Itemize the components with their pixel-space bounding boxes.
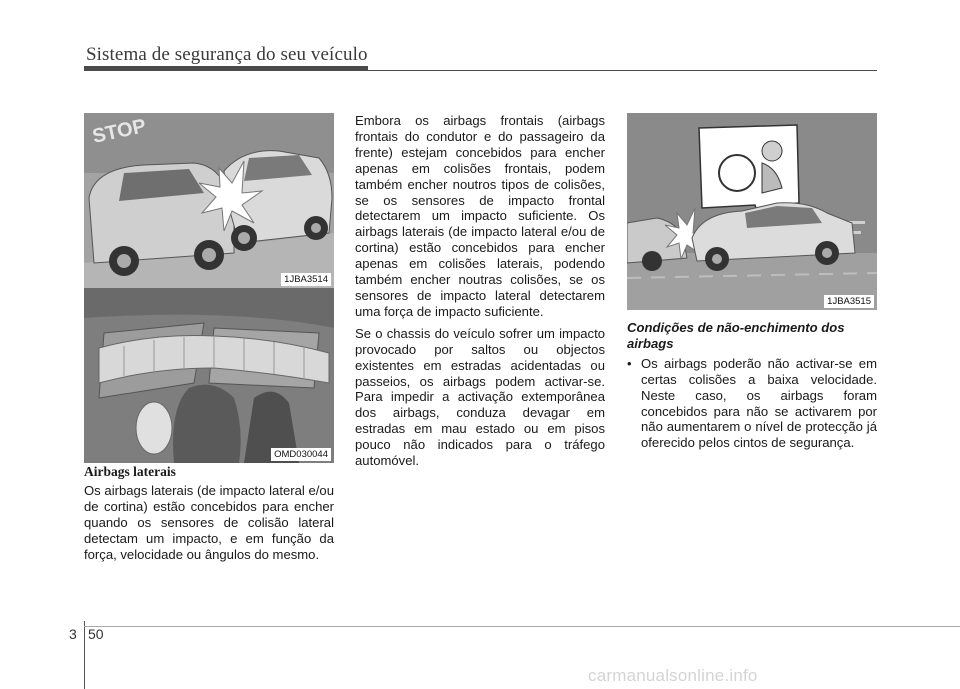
- footer-rule-vertical: [84, 621, 85, 689]
- paragraph: Se o chassis do veículo sofrer um impacto provocado por saltos ou objectos existentes em estradas acidentadas ou passeios, os airbags podem activar-se. Para impedir a activação extemporânea dos airbags, conduza devagar em estradas em mau estado ou em pisos pouco não indicados para o tráfego automóvel.: [355, 325, 605, 469]
- section-title-non-deployment: Condições de não-enchimento dos airbags: [627, 320, 845, 351]
- figure-low-speed-collision: [627, 113, 877, 310]
- bullet-text: Os airbags poderão não activar-se em certas colisões a baixa velocidade. Neste caso, os airbags foram concebidos para não se activarem por não aumentarem o nível de protecção já oferecido pelos cintos de segurança.: [641, 355, 877, 451]
- curtain-airbag-illustration: [84, 288, 334, 463]
- figure-code: 1JBA3515: [824, 295, 874, 308]
- bullet-symbol: •: [627, 355, 632, 371]
- figure-side-collision: [84, 113, 334, 288]
- low-speed-collision-illustration: [627, 113, 877, 310]
- paragraph: Os airbags laterais (de impacto lateral e/ou de cortina) estão concebidos para encher quando os sensores de colisão lateral detectam um impacto, e em função da força, velocidade ou ângulos do mesmo.: [84, 482, 334, 562]
- side-collision-illustration: [84, 113, 334, 288]
- header-rule-thick: [84, 66, 368, 71]
- watermark: carmanualsonline.info: [588, 666, 758, 685]
- figure-code: OMD030044: [271, 448, 331, 461]
- road-stop-text: STOP: [90, 115, 148, 148]
- paragraph: Embora os airbags frontais (airbags frontais do condutor e do passageiro da frente) estejam concebidos para encher apenas em colisões frontais, podem também encher noutros tipos de colisões, se os sensores de impacto frontal detectarem um impacto suficiente. Os airbags laterais (de impacto lateral e/ou de cortina) estão concebidos para encher apenas em colisões laterais, podendo também encher noutras colisões, se os sensores de impacto lateral detectarem uma força de impacto suficiente.: [355, 113, 605, 319]
- chapter-number: 3: [69, 626, 77, 642]
- page-number: 50: [88, 626, 104, 642]
- column-3: [627, 312, 877, 451]
- figure-code: 1JBA3514: [281, 273, 331, 286]
- list-item: [627, 356, 877, 451]
- column-2: [355, 113, 605, 475]
- header-rule-thin: [368, 70, 877, 71]
- footer-rule-horizontal: [84, 626, 960, 627]
- section-title-side-airbags: Airbags laterais: [84, 464, 176, 479]
- page-header-title: Sistema de segurança do seu veículo: [86, 44, 368, 65]
- column-1: [84, 464, 334, 568]
- figure-curtain-airbag: [84, 288, 334, 463]
